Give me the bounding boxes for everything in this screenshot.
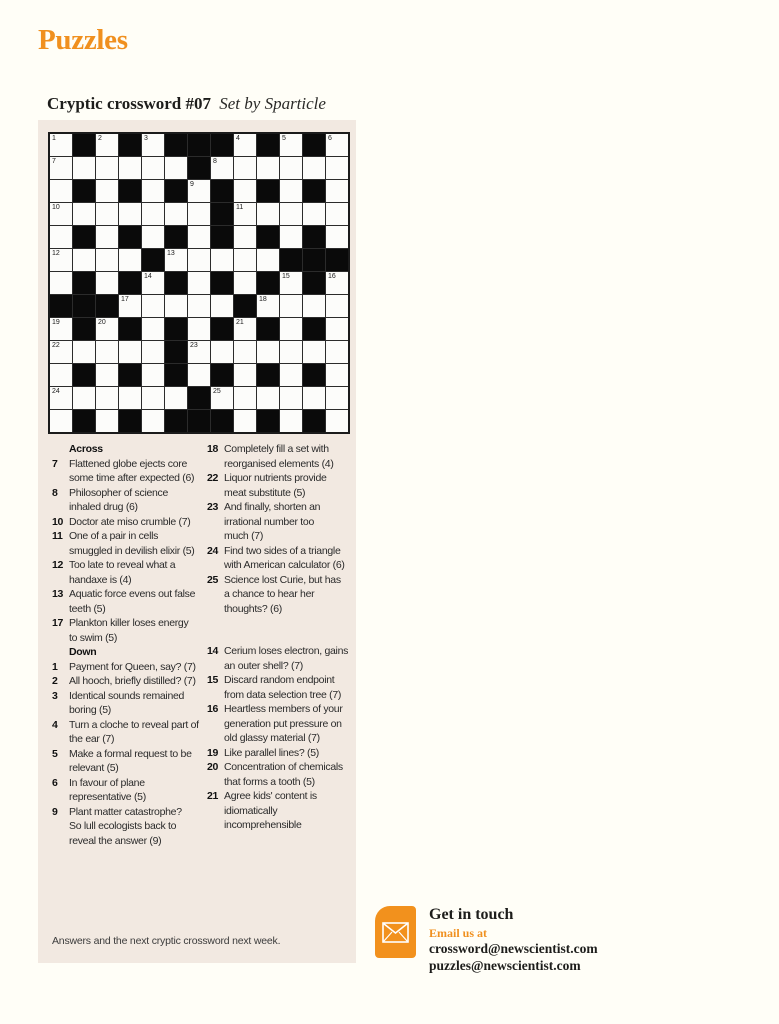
grid-cell-white (234, 364, 256, 386)
grid-cell-white (142, 318, 164, 340)
grid-cell-black (257, 272, 279, 294)
grid-cell-white (73, 341, 95, 363)
grid-cell-white (326, 318, 348, 340)
grid-cell-black (303, 364, 325, 386)
contact-email-puzzles[interactable]: puzzles@newscientist.com (429, 957, 581, 973)
clue-number: 24 (207, 544, 219, 557)
grid-cell-white (211, 295, 233, 317)
grid-cell-white (211, 157, 233, 179)
grid-cell-white (119, 387, 141, 409)
clue-number: 15 (207, 674, 219, 686)
grid-cell-white (303, 341, 325, 363)
grid-cell-white (188, 318, 210, 340)
grid-clue-number: 15 (282, 273, 290, 280)
grid-cell-black (211, 134, 233, 156)
grid-clue-number: 19 (52, 319, 60, 326)
grid-clue-number: 10 (52, 204, 60, 211)
grid-clue-number: 13 (167, 250, 175, 257)
clue-number: 6 (52, 776, 58, 789)
grid-cell-black (73, 318, 95, 340)
grid-cell-white (188, 249, 210, 271)
clue-section-heading-across: Across (69, 443, 103, 455)
puzzle-title (47, 94, 326, 113)
clue-down-6 (52, 776, 198, 805)
clue-text: Philosopher of science inhaled drug (6) (69, 486, 169, 513)
clue-across-24 (207, 544, 353, 573)
grid-cell-white (257, 387, 279, 409)
grid-cell-black (73, 410, 95, 432)
grid-cell-white (119, 203, 141, 225)
clue-across-23 (207, 500, 353, 544)
grid-clue-number: 2 (98, 135, 102, 142)
grid-clue-number: 22 (52, 342, 60, 349)
contact-label: Email us at (429, 926, 488, 940)
grid-clue-number: 1 (52, 135, 56, 142)
grid-cell-white (326, 272, 348, 294)
grid-cell-black (165, 318, 187, 340)
grid-cell-white (280, 364, 302, 386)
grid-cell-black (165, 180, 187, 202)
grid-cell-white (326, 203, 348, 225)
clue-across-17 (52, 616, 198, 645)
grid-cell-black (188, 387, 210, 409)
grid-cell-white (96, 341, 118, 363)
clue-across-22 (207, 471, 353, 500)
grid-cell-black (257, 318, 279, 340)
grid-cell-white (280, 387, 302, 409)
grid-cell-white (188, 295, 210, 317)
grid-cell-white (280, 410, 302, 432)
grid-cell-black (188, 157, 210, 179)
clue-number: 12 (52, 559, 64, 571)
clue-text: Aquatic force evens out false teeth (5) (69, 588, 196, 615)
grid-cell-white (50, 341, 72, 363)
grid-cell-white (142, 410, 164, 432)
grid-cell-white (188, 364, 210, 386)
crossword-grid (48, 132, 350, 434)
grid-cell-white (326, 226, 348, 248)
clue-text: Make a formal request to be relevant (5) (69, 747, 192, 774)
grid-cell-white (280, 157, 302, 179)
clue-number: 13 (52, 588, 64, 600)
grid-cell-white (142, 272, 164, 294)
grid-cell-white (73, 203, 95, 225)
grid-cell-white (165, 295, 187, 317)
clue-text: And finally, shorten an irrational number too much (7) (224, 501, 321, 542)
grid-cell-white (303, 295, 325, 317)
clue-down-16 (207, 702, 353, 746)
grid-cell-white (73, 249, 95, 271)
clue-number: 10 (52, 515, 64, 528)
grid-clue-number: 9 (190, 181, 194, 188)
grid-cell-white (280, 226, 302, 248)
clue-down-3 (52, 689, 198, 718)
clue-across-18 (207, 442, 353, 471)
grid-cell-white (96, 364, 118, 386)
grid-cell-black (211, 318, 233, 340)
clue-text: In favour of plane representative (5) (69, 776, 146, 803)
grid-cell-white (50, 410, 72, 432)
grid-cell-black (119, 410, 141, 432)
grid-cell-black (211, 226, 233, 248)
grid-cell-black (303, 272, 325, 294)
grid-cell-white (96, 203, 118, 225)
grid-cell-black (165, 410, 187, 432)
grid-cell-white (234, 180, 256, 202)
grid-cell-white (326, 295, 348, 317)
grid-cell-white (142, 341, 164, 363)
clue-number: 11 (52, 530, 63, 542)
grid-clue-number: 3 (144, 135, 148, 142)
puzzle-panel (38, 120, 356, 963)
grid-cell-black (188, 410, 210, 432)
grid-cell-white (211, 341, 233, 363)
grid-cell-black (119, 364, 141, 386)
grid-cell-black (165, 364, 187, 386)
grid-cell-black (303, 134, 325, 156)
clue-text: Flattened globe ejects core some time after expected (6) (69, 457, 195, 484)
grid-cell-black (119, 226, 141, 248)
grid-cell-white (326, 134, 348, 156)
grid-cell-white (188, 341, 210, 363)
grid-cell-white (96, 387, 118, 409)
grid-clue-number: 25 (213, 388, 221, 395)
grid-clue-number: 5 (282, 135, 286, 142)
clue-number: 3 (52, 689, 58, 702)
clue-down-4 (52, 718, 198, 747)
grid-cell-black (211, 203, 233, 225)
grid-cell-white (257, 295, 279, 317)
grid-cell-white (96, 249, 118, 271)
grid-cell-white (211, 249, 233, 271)
get-in-touch (375, 906, 598, 974)
grid-cell-black (211, 180, 233, 202)
grid-cell-black (165, 134, 187, 156)
clue-number: 25 (207, 573, 219, 586)
grid-clue-number: 12 (52, 250, 60, 257)
clue-text: Plant matter catastrophe? So lull ecologists back to reveal the answer (9) (69, 805, 182, 847)
grid-cell-black (119, 318, 141, 340)
grid-cell-white (96, 157, 118, 179)
clue-across-8 (52, 486, 198, 515)
page-title: Puzzles (38, 24, 128, 56)
grid-cell-white (257, 341, 279, 363)
grid-clue-number: 23 (190, 342, 198, 349)
grid-cell-white (142, 295, 164, 317)
clue-text: Find two sides of a triangle with American calculator (6) (224, 544, 345, 571)
grid-clue-number: 6 (328, 135, 332, 142)
grid-cell-white (280, 272, 302, 294)
grid-cell-white (165, 249, 187, 271)
clue-number: 20 (207, 761, 219, 773)
spacer (207, 616, 353, 644)
grid-cell-white (326, 180, 348, 202)
grid-cell-black (73, 272, 95, 294)
clue-across-25 (207, 573, 353, 617)
clue-number: 22 (207, 472, 219, 484)
clue-across-7 (52, 457, 198, 486)
grid-cell-white (50, 134, 72, 156)
grid-cell-white (50, 364, 72, 386)
grid-cell-black (142, 249, 164, 271)
grid-cell-black (211, 410, 233, 432)
grid-cell-white (142, 364, 164, 386)
clue-across-10 (52, 515, 198, 530)
grid-cell-white (73, 387, 95, 409)
clue-text: Heartless members of your generation put pressure on old glassy material (7) (224, 703, 343, 744)
grid-cell-white (96, 318, 118, 340)
clue-number: 23 (207, 501, 219, 513)
clue-down-2 (52, 674, 198, 689)
grid-cell-black (188, 134, 210, 156)
clue-across-12 (52, 558, 198, 587)
clue-down-19 (207, 746, 353, 761)
grid-cell-white (326, 364, 348, 386)
clue-text: All hooch, briefly distilled? (7) (69, 675, 196, 687)
clue-text: Identical sounds remained boring (5) (69, 689, 185, 716)
envelope-icon (375, 906, 416, 958)
grid-cell-black (303, 249, 325, 271)
grid-cell-black (303, 318, 325, 340)
clue-lists (52, 442, 352, 848)
grid-clue-number: 7 (52, 158, 56, 165)
clue-text: Turn a cloche to reveal part of the ear (7) (69, 718, 199, 745)
clue-down-21 (207, 789, 353, 833)
clue-text: Discard random endpoint from data selection tree (7) (224, 674, 342, 701)
contact-heading: Get in touch (429, 906, 514, 923)
grid-cell-white (142, 180, 164, 202)
grid-cell-white (119, 341, 141, 363)
grid-cell-white (165, 203, 187, 225)
clue-number: 21 (207, 790, 219, 802)
grid-cell-white (280, 203, 302, 225)
contact-text (429, 906, 598, 974)
grid-cell-white (50, 226, 72, 248)
clue-across-11 (52, 529, 198, 558)
grid-cell-white (50, 272, 72, 294)
grid-cell-black (211, 364, 233, 386)
grid-cell-white (50, 203, 72, 225)
grid-cell-white (50, 318, 72, 340)
grid-cell-black (303, 180, 325, 202)
clue-down-9 (52, 805, 198, 849)
grid-cell-white (326, 341, 348, 363)
clue-text: One of a pair in cells smuggled in devilish elixir (5) (69, 530, 195, 557)
grid-cell-white (211, 387, 233, 409)
clue-number: 2 (52, 675, 58, 687)
grid-clue-number: 18 (259, 296, 267, 303)
clue-number: 18 (207, 443, 219, 455)
clue-text: Cerium loses electron, gains an outer shell? (7) (224, 645, 349, 672)
grid-cell-black (119, 134, 141, 156)
grid-cell-black (96, 295, 118, 317)
grid-clue-number: 16 (328, 273, 336, 280)
clue-section-heading-down: Down (69, 646, 97, 658)
grid-cell-black (303, 410, 325, 432)
clue-column (52, 442, 198, 848)
clue-number: 4 (52, 718, 58, 731)
grid-cell-white (257, 203, 279, 225)
clue-number: 9 (52, 805, 58, 818)
grid-cell-black (257, 410, 279, 432)
clue-text: Too late to reveal what a handaxe is (4) (69, 559, 176, 586)
clue-number: 7 (52, 457, 58, 470)
grid-cell-black (257, 134, 279, 156)
grid-cell-black (165, 272, 187, 294)
grid-cell-black (73, 134, 95, 156)
grid-cell-white (303, 157, 325, 179)
clue-down-5 (52, 747, 198, 776)
grid-clue-number: 17 (121, 296, 129, 303)
grid-cell-white (50, 387, 72, 409)
grid-cell-black (257, 226, 279, 248)
clue-number: 16 (207, 703, 219, 715)
grid-cell-white (165, 157, 187, 179)
grid-cell-white (142, 157, 164, 179)
grid-cell-black (257, 180, 279, 202)
grid-cell-white (50, 180, 72, 202)
grid-cell-white (50, 157, 72, 179)
grid-cell-white (119, 249, 141, 271)
grid-clue-number: 8 (213, 158, 217, 165)
grid-cell-black (73, 180, 95, 202)
grid-cell-black (119, 180, 141, 202)
grid-cell-white (142, 134, 164, 156)
grid-cell-white (142, 387, 164, 409)
grid-cell-white (165, 387, 187, 409)
grid-cell-white (234, 387, 256, 409)
grid-cell-white (280, 295, 302, 317)
grid-cell-black (165, 341, 187, 363)
clue-text: Liquor nutrients provide meat substitute (5) (224, 472, 327, 499)
grid-cell-black (257, 364, 279, 386)
grid-cell-white (234, 410, 256, 432)
clue-down-14 (207, 644, 353, 673)
grid-cell-black (73, 364, 95, 386)
grid-cell-white (96, 226, 118, 248)
puzzle-title-text: Cryptic crossword #07 (47, 94, 211, 113)
grid-cell-white (142, 203, 164, 225)
grid-cell-black (303, 226, 325, 248)
clue-number: 19 (207, 746, 219, 759)
grid-cell-white (73, 157, 95, 179)
clue-text: Completely fill a set with reorganised elements (4) (224, 443, 334, 470)
clue-number: 14 (207, 645, 219, 657)
grid-cell-white (280, 341, 302, 363)
clue-down-20 (207, 760, 353, 789)
grid-cell-white (96, 180, 118, 202)
grid-cell-black (119, 272, 141, 294)
grid-cell-white (119, 157, 141, 179)
grid-cell-white (303, 203, 325, 225)
grid-cell-white (96, 134, 118, 156)
clue-text: Like parallel lines? (5) (224, 746, 319, 759)
grid-cell-white (326, 157, 348, 179)
clue-text: Science lost Curie, but has a chance to hear her thoughts? (6) (224, 573, 341, 615)
grid-cell-white (234, 318, 256, 340)
grid-cell-white (257, 249, 279, 271)
clue-across-13 (52, 587, 198, 616)
grid-cell-black (165, 226, 187, 248)
grid-cell-white (188, 203, 210, 225)
grid-cell-white (188, 272, 210, 294)
grid-cell-white (234, 226, 256, 248)
grid-cell-white (142, 226, 164, 248)
answers-note: Answers and the next cryptic crossword next week. (52, 935, 281, 947)
clue-number: 5 (52, 747, 58, 760)
grid-cell-white (234, 157, 256, 179)
grid-cell-white (119, 295, 141, 317)
clue-down-1 (52, 660, 198, 675)
clue-column (207, 442, 353, 848)
clue-text: Payment for Queen, say? (7) (69, 660, 196, 673)
contact-email-crossword[interactable]: crossword@newscientist.com (429, 941, 598, 956)
grid-cell-white (188, 226, 210, 248)
clue-number: 8 (52, 486, 58, 499)
grid-cell-white (280, 180, 302, 202)
grid-clue-number: 14 (144, 273, 152, 280)
clue-text: Doctor ate miso crumble (7) (69, 515, 191, 528)
grid-cell-white (326, 410, 348, 432)
grid-cell-white (96, 410, 118, 432)
grid-cell-white (50, 249, 72, 271)
grid-cell-black (73, 295, 95, 317)
grid-cell-white (234, 134, 256, 156)
grid-cell-white (96, 272, 118, 294)
grid-clue-number: 4 (236, 135, 240, 142)
clue-text: Plankton killer loses energy to swim (5) (69, 617, 189, 644)
grid-cell-black (326, 249, 348, 271)
grid-cell-white (234, 203, 256, 225)
grid-clue-number: 20 (98, 319, 106, 326)
puzzle-setter: Set by Sparticle (219, 94, 326, 113)
clue-down-15 (207, 673, 353, 702)
grid-cell-white (234, 249, 256, 271)
grid-cell-black (211, 272, 233, 294)
grid-cell-white (234, 341, 256, 363)
grid-clue-number: 24 (52, 388, 60, 395)
grid-cell-black (50, 295, 72, 317)
grid-cell-white (234, 272, 256, 294)
clue-text: Concentration of chemicals that forms a tooth (5) (224, 761, 343, 788)
grid-cell-white (280, 318, 302, 340)
grid-clue-number: 21 (236, 319, 244, 326)
grid-cell-black (280, 249, 302, 271)
clue-number: 1 (52, 660, 58, 673)
clue-number: 17 (52, 617, 64, 629)
grid-cell-white (280, 134, 302, 156)
grid-cell-white (257, 157, 279, 179)
clue-text: Agree kids' content is idiomatically incomprehensible (224, 790, 317, 831)
grid-cell-white (326, 387, 348, 409)
grid-clue-number: 11 (236, 204, 244, 211)
grid-cell-black (73, 226, 95, 248)
grid-cell-black (234, 295, 256, 317)
grid-cell-white (188, 180, 210, 202)
grid-cell-white (303, 387, 325, 409)
